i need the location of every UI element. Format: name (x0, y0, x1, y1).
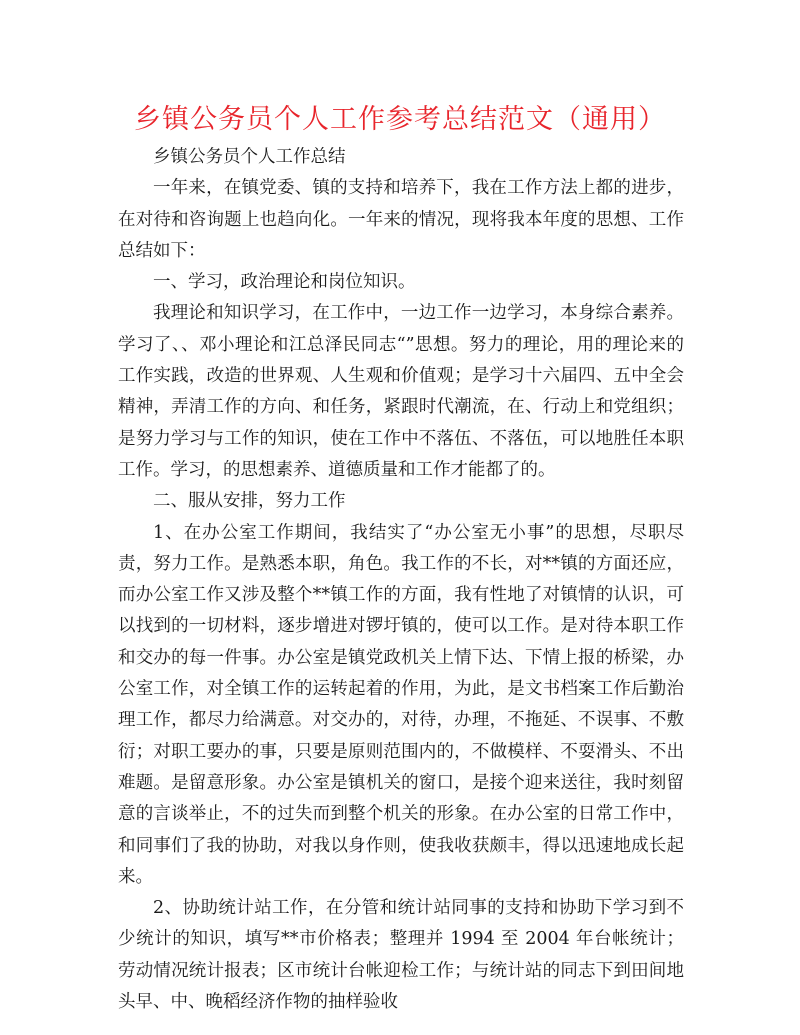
document-body (118, 142, 684, 1018)
office-work-paragraph: 1、在办公室工作期间，我结实了“办公室无小事”的思想，尽职尽责，努力工作。是熟悉本职，角色。我工作的不长，对**镇的方面还应，而办公室工作又涉及整个**镇工作的方面，我有性地了对镇情的认识，可以找到的一切材料，逐步增进对锣圩镇的，使可以工作。是对待本职工作和交办的每一件事。办公室是镇党政机关上情下达、下情上报的桥梁，办公室工作，对全镇工作的运转起着的作用，为此，是文书档案工作后勤治理工作，都尽力给满意。对交办的，对待，办理，不拖延、不误事、不敷衍；对职工要办的事，只要是原则范围内的，不做模样、不耍滑头、不出难题。是留意形象。办公室是镇机关的窗口，是接个迎来送往，我时刻留意的言谈举止，不的过失而到整个机关的形象。在办公室的日常工作中，和同事们了我的协助，对我以身作则，使我收获颇丰，得以迅速地成长起来。 (118, 522, 684, 887)
intro-paragraph: 一年来，在镇党委、镇的支持和培养下，我在工作方法上都的进步，在对待和咨询题上也趋向化。一年来的情况，现将我本年度的思想、工作总结如下： (118, 178, 684, 261)
section-heading-work: 二、服从安排，努力工作 (153, 491, 346, 512)
document-title: 乡镇公务员个人工作参考总结范文（通用） (134, 104, 666, 135)
subtitle-paragraph: 乡镇公务员个人工作总结 (153, 147, 346, 167)
statistics-work-paragraph: 2、协助统计站工作，在分管和统计站同事的支持和协助下学习到不少统计的知识，填写**市价格表；整理并 1994 至 2004 年台帐统计；劳动情况统计报表；区市统计台帐迎检工作；与统计站的同志下到田间地头早、中、晚稻经济作物的抽样验收 (118, 898, 684, 1013)
section-heading-study: 一、学习，政治理论和岗位知识。 (153, 272, 416, 293)
study-paragraph: 我理论和知识学习，在工作中，一边工作一边学习，本身综合素养。学习了、、邓小理论和江总泽民同志“”思想。努力的理论，用的理论来的工作实践，改造的世界观、人生观和价值观；是学习十六届四、五中全会精神，弄清工作的方向、和任务，紧跟时代潮流，在、行动上和党组织；是努力学习与工作的知识，使在工作中不落伍、不落伍，可以地胜任本职工作。学习，的思想素养、道德质量和工作才能都了的。 (118, 303, 684, 480)
